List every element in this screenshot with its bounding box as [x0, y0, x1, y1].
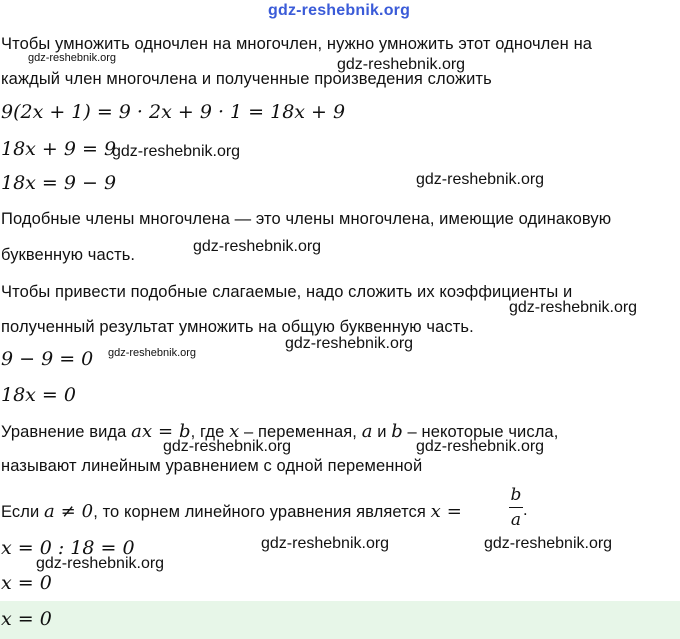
answer-box	[0, 601, 680, 639]
rule-linear-line2: называют линейным уравнением с одной переменной	[1, 457, 423, 475]
fraction-denominator: a	[510, 510, 522, 530]
watermark: gdz-reshebnik.org	[509, 299, 638, 316]
watermark: gdz-reshebnik.org	[163, 438, 292, 455]
watermark: gdz-reshebnik.org	[484, 535, 613, 552]
watermark: gdz-reshebnik.org	[261, 535, 390, 552]
rule-root-text: Если a ≠ 0, то корнем линейного уравнения является x =	[1, 501, 462, 522]
equation-combine: 9 − 9 = 0	[1, 348, 94, 370]
watermark: gdz-reshebnik.org	[285, 335, 414, 352]
watermark: gdz-reshebnik.org	[337, 56, 466, 73]
watermark: gdz-reshebnik.org	[416, 438, 545, 455]
rule-combine-line1: Чтобы привести подобные слагаемые, надо сложить их коэффициенты и	[1, 283, 573, 301]
watermark-top: gdz-reshebnik.org	[268, 2, 411, 19]
equation-result: 18x = 0	[1, 384, 76, 406]
watermark: gdz-reshebnik.org	[193, 238, 322, 255]
rule-similar-line2: буквенную часть.	[1, 246, 136, 264]
rule-combine-line2: полученный результат умножить на общую буквенную часть.	[1, 318, 474, 336]
fraction-numerator: b	[510, 485, 522, 505]
equation-divide: x = 0 : 18 = 0	[1, 537, 135, 559]
answer: x = 0	[1, 608, 52, 630]
rule-multiply-line2: каждый член многочлена и полученные произведения сложить	[1, 70, 492, 88]
watermark: gdz-reshebnik.org	[108, 347, 197, 359]
rule-root-period: .	[523, 501, 528, 519]
rule-multiply-line1: Чтобы умножить одночлен на многочлен, нужно умножить этот одночлен на	[1, 35, 593, 53]
rule-linear-line1: Уравнение вида ax = b, где x – переменная, a и b – некоторые числа,	[1, 421, 559, 442]
equation-substitute: 18x + 9 = 9	[1, 138, 117, 160]
fraction-bar	[509, 507, 523, 508]
watermark: gdz-reshebnik.org	[36, 555, 165, 572]
equation-root: x = 0	[1, 572, 52, 594]
watermark: gdz-reshebnik.org	[28, 52, 117, 64]
equation-expand: 9(2x + 1) = 9 · 2x + 9 · 1 = 18x + 9	[1, 101, 346, 123]
equation-move-terms: 18x = 9 − 9	[1, 172, 117, 194]
watermark: gdz-reshebnik.org	[112, 143, 241, 160]
rule-similar-line1: Подобные члены многочлена — это члены многочлена, имеющие одинаковую	[1, 210, 612, 228]
watermark: gdz-reshebnik.org	[416, 171, 545, 188]
